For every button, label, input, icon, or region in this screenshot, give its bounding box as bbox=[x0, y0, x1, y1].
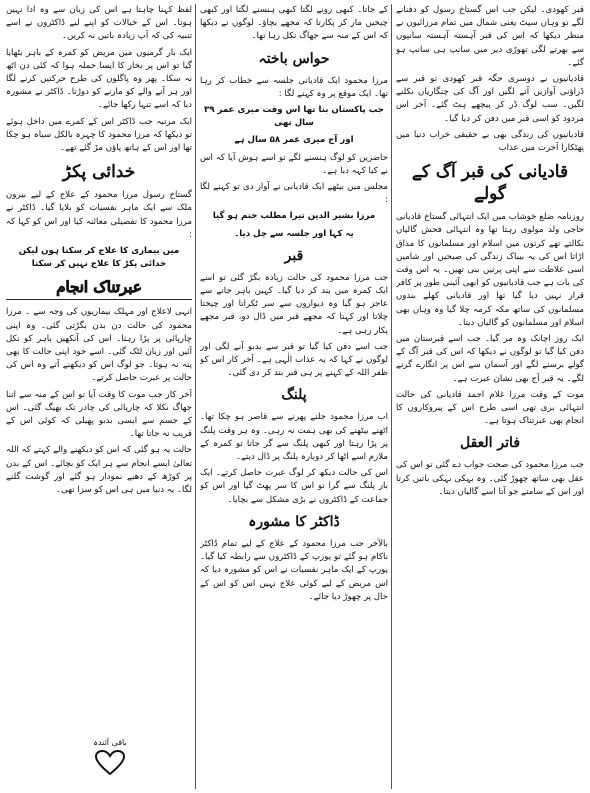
paragraph: قبر کھودی۔ لیکن جب اس گستاخ رسول کو دفنانے لگے تو وہاں سیٹ یعنی شمال میں تمام مرزائیوں نے منظر دیکھا کہ اس کی قبر آہستہ آہستہ سانپوں سے بھرتے لگی تھوڑی دیر میں سانپ ہی سانپ ہو گئے۔ bbox=[396, 5, 584, 68]
paragraph: حاضرین کو لوگ ہنسنے لگے تو اسے ہوش آیا کہ اس نے کیا کہہ دیا ہے۔ bbox=[200, 152, 388, 176]
column-divider bbox=[391, 4, 392, 789]
paragraph: روزنامہ ضلع خوشاب میں ایک انتہائی گستاخ قادیانی حاجی ولد مولوی رہتا تھا وہ انتہائی فحش گالیاں نکالتے تھے کرتوں میں اسلام اور مسلمانوں کا مذاق اڑاتا اس کی یہ بیباک زندگی کی صبحیں اور شامیں اسی غلاظت سے اپنی پرتیں بنی تھیں۔ یہ اس وقت کی بات ہے جب قادیانیوں کو ابھی آئینی طور پر کافر قرار نہیں دیا گیا تھا اور قادیانی کھلے بندوں مسلمانوں کی ساتھ مکہ کرمہ چلا گیا وہ وہاں بھی اسلام اور مسلمانوں کو گالیاں دیتا۔ bbox=[396, 212, 584, 328]
paragraph: مرزا محمود ایک قادیانی جلسہ سے خطاب کر رہا تھا۔ ایک موقع پر وہ کہنے لگا : bbox=[200, 75, 388, 99]
section-heading: قبر bbox=[284, 247, 304, 264]
column-right bbox=[396, 4, 584, 789]
section-heading: خدائی پکڑ bbox=[62, 162, 136, 183]
section-heading: ڈاکٹر کا مشورہ bbox=[248, 513, 340, 530]
paragraph: گستاخ رسول مرزا محمود کے علاج کے لیے بیرون ملک سے ایک ماہر نفسیات کو بلایا گیا۔ ڈاکٹر نے مرزا محمود کا تفصیلی معائنہ کیا اور اس کو کہا کہ : bbox=[6, 190, 192, 240]
quote: میں بیماری کا علاج کر سکتا ہوں لیکن خدائی پکڑ کا علاج نہیں کر سکتا bbox=[18, 246, 180, 270]
paragraph: کے جاتا۔ کبھی رونے لگتا کبھی ہنسنے لگتا اور کبھی چیخیں مار کر پکارتا کہ مجھے بچاؤ۔ لوگوں نے دیکھا کہ اس کے منہ سے جھاگ نکل رہا تھا۔ bbox=[200, 5, 388, 42]
column-left bbox=[6, 4, 192, 789]
heart-icon bbox=[95, 750, 125, 776]
paragraph: موت کے وقت مرزا غلام احمد قادیانی کی حالت انتہائی بری تھی اسی طرح اس کے پیروکاروں کا انجام بھی عبرتناک ہوتا ہے۔ bbox=[396, 389, 584, 427]
paragraph: انہی لاعلاج اور مہلک بیماریوں کی وجہ سے ۔ مرزا محمود کی حالت دن بدن بگڑتی گئی۔ وہ اپنی چارپائی پر پڑا رہتا۔ اس کی آنکھیں باہر کو نکل آئیں اور زبان لٹک گئی۔ اسے خود اپنی حالت کا بھی پتہ نہ ہوتا۔ جو لوگ اس کو دیکھنے آتے وہ اس کی حالت پر عبرت حاصل کرتے۔ bbox=[6, 307, 192, 384]
section-heading-text: عبرتناک انجام bbox=[6, 277, 192, 300]
quote: یہ کہا اور جلسہ سے چل دیا۔ bbox=[234, 228, 354, 239]
section-heading: حواس باختہ bbox=[258, 50, 330, 67]
paragraph: حالت یہ ہو گئی کہ اس کو دیکھنے والے کہتے کہ اللہ تعالیٰ ایسے انجام سے ہر ایک کو بچائے۔ اس کے بدن پر کوڑھ کے دھبے نمودار ہو گئے اور گوشت گلنے لگا۔ یہ دنیا میں ہی اس کو سزا تھی۔ bbox=[6, 445, 192, 496]
paragraph: قادیانیوں کی زندگی بھی بے حقیقی خراب دنیا میں پھٹکارا آخرت میں عذاب bbox=[396, 129, 584, 154]
quote: اور آج میری عمر ۵۸ سال ہے bbox=[234, 135, 354, 146]
section-heading: پلنگ bbox=[281, 387, 307, 404]
paragraph: ایک مرتبہ جب ڈاکٹر اس کے کمرے میں داخل ہوئے تو دیکھا کہ مرزا محمود کا چہرہ بالکل سیاہ ہو چکا تھا اور اس کے ہاتھ پاؤں مڑ گئے تھے۔ bbox=[6, 116, 192, 154]
section-heading bbox=[6, 277, 192, 300]
paragraph: ایک بار گرمیوں میں مریض کو کمرہ کے باہر بٹھایا گیا تو اس پر بخار کا ایسا حملہ ہوا کہ کئی دن اٹھ نہ سکا۔ پھر وہ پاگلوں کی طرح حرکتیں کرنے لگا اور ہر آنے والے کو مارنے کو دوڑتا۔ ڈاکٹر نے مشورہ دیا کہ اسے تنہا رکھا جائے۔ bbox=[6, 47, 192, 111]
quote: جب پاکستان بنا تھا اس وقت میری عمر ۳۹ سال تھی bbox=[204, 105, 384, 129]
paragraph: لفظ کہنا چاہتا ہے اس کی زبان سے وہ ادا نہیں ہوتا۔ اس کے خیالات کو اپنے لیے ڈاکٹروں نے اسے تنبیہ کی کہ آپ زیادہ باتیں نہ کریں۔ bbox=[6, 5, 192, 42]
paragraph: جب اسے دفن کیا گیا تو قبر سے بدبو آنے لگی اور لوگوں نے کہا کہ یہ عذاب الٰہی ہے۔ آخر کار اس کو ظفر اللہ کے کہنے پر ہی قبر بند کر دی گئی۔ bbox=[200, 341, 388, 379]
continued-label: باقی آئندہ bbox=[93, 738, 127, 747]
paragraph: مجلس میں بیٹھے ایک قادیانی نے آواز دی تو کہنے لگا : bbox=[200, 182, 388, 206]
paragraph: قادیانیوں نے دوسری جگہ قبر کھودی تو قبر سے ڈراؤنی آوازیں آنے لگیں اور آگ کی چنگاریاں نکلنے لگیں۔ سب لوگ ڈر کر پیچھے ہٹ گئے۔ آخر اس مردود کو اسی قبر میں دفن کر دیا گیا۔ bbox=[396, 74, 584, 124]
quote: مرزا بشیر الدین تیرا مطلب ختم ہو گیا bbox=[212, 211, 376, 222]
paragraph: اب مرزا محمود جلنے پھرنے سے قاصر ہو چکا تھا۔ اٹھنے بیٹھنے کی بھی ہمت نہ رہی۔ وہ ہر وقت پلنگ پر پڑا رہتا اور کبھی پلنگ سے گر جاتا تو کمرہ کے ملازم اسے اٹھا کر دوبارہ پلنگ پر ڈال دیتے۔ bbox=[200, 412, 388, 463]
newspaper-page bbox=[6, 4, 584, 789]
paragraph: ایک روز اچانک وہ مر گیا۔ جب اسے قبرستان میں دفن کیا گیا تو لوگوں نے دیکھا کہ اس کی قبر آگ کے گولے برسنے لگے اور آسمان سے اس پر انگارے گرنے لگے۔ یہ قبر آج بھی نشان عبرت ہے۔ bbox=[396, 334, 584, 384]
paragraph: جب مرزا محمود کی حالت زیادہ بگڑ گئی تو اسے ایک کمرہ میں بند کر دیا گیا۔ کہیں باہر جانے سے عاجز ہو گیا وہ دیواروں سے سر ٹکراتا اور چیختا چلاتا اور کہتا کہ مجھے قبر میں ڈال دو، قبر مجھے پکار رہی ہے۔ bbox=[200, 272, 388, 336]
section-heading: فاتر العقل bbox=[459, 435, 521, 452]
paragraph: اس کی حالت دیکھ کر لوگ عبرت حاصل کرتے۔ ایک بار پلنگ سے گرا تو اس کا سر پھٹ گیا اور اس کو جماعت کے ڈاکٹروں نے بڑی مشکل سے بچایا۔ bbox=[200, 468, 388, 505]
continued-marker bbox=[90, 737, 130, 787]
paragraph: بالآخر جب مرزا محمود کے علاج کے لیے تمام ڈاکٹر ناکام ہو گئے تو یورپ کے ڈاکٹروں سے رابطہ کیا گیا۔ یورپ کے ایک ماہر نفسیات نے اس کو مشورہ دیا کہ اس مریض کے لیے کوئی علاج نہیں اس کو اس کے حال پر چھوڑ دیا جائے۔ bbox=[200, 538, 388, 602]
column-divider bbox=[195, 4, 196, 789]
paragraph: جب مرزا محمود کی صحت جواب دے گئی تو اس کی عقل بھی ساتھ چھوڑ گئی۔ وہ بہکی بہکی باتیں کرتا اور اس کے سامنے جو آتا اسے گالیاں دیتا۔ bbox=[396, 460, 584, 497]
paragraph: آخر کار جب موت کا وقت آیا تو اس کے منہ سے اتنا جھاگ نکلا کہ چارپائی کی چادر تک بھیگ گئی۔ اس کے جسم سے ایسی بدبو پھیلی کہ کوئی اس کے قریب نہ جاتا تھا۔ bbox=[6, 389, 192, 440]
column-middle bbox=[200, 4, 388, 789]
section-heading: قادیانی کی قبر آگ کے گولے bbox=[411, 162, 569, 205]
